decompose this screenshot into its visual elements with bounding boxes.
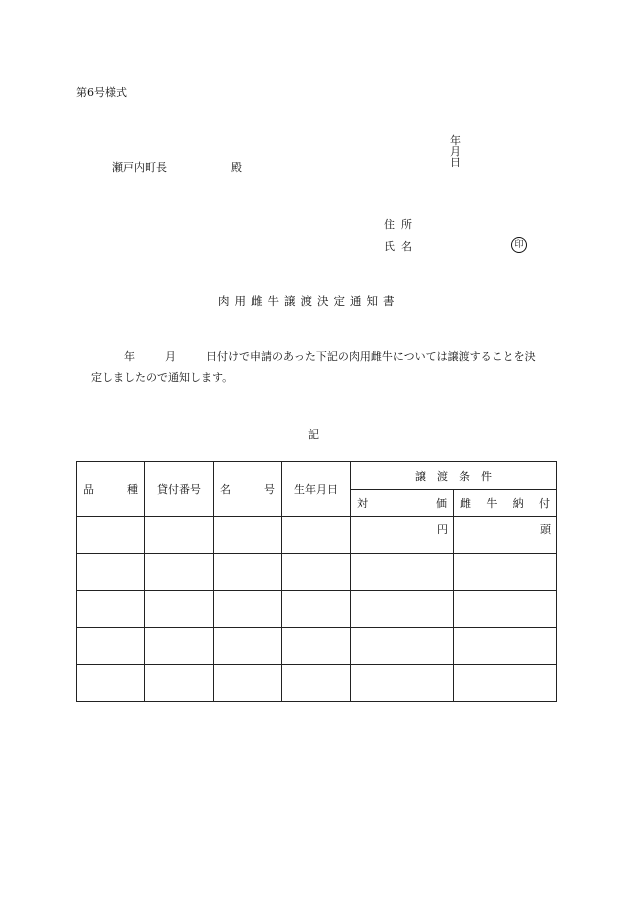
cell-price[interactable]: 円 [351, 517, 454, 554]
cell-breed[interactable] [77, 517, 145, 554]
header-conditions: 譲 渡 条 件 [351, 462, 557, 490]
cell-name[interactable] [214, 628, 282, 665]
cell-birth-date[interactable] [282, 517, 351, 554]
header-heifer-delivery [454, 490, 557, 517]
table-row [77, 665, 557, 702]
cell-birth-date[interactable] [282, 591, 351, 628]
header-heifer-text: 雌 牛 納 付 [460, 497, 550, 510]
header-breed-text: 品 種 [83, 483, 138, 496]
table-row [77, 628, 557, 665]
address-label: 住所 [384, 218, 418, 231]
body-line-2: 定しましたので通知します。 [91, 371, 234, 384]
date-year-label: 年 [450, 134, 461, 147]
cell-breed[interactable] [77, 554, 145, 591]
header-price [351, 490, 454, 517]
cell-loan-number[interactable] [145, 591, 214, 628]
body-line-1 [124, 351, 536, 362]
header-birth-date: 生年月日 [282, 462, 351, 517]
body-month-label: 月 [165, 350, 176, 363]
cell-price[interactable] [351, 591, 454, 628]
cell-name[interactable] [214, 665, 282, 702]
table-row [77, 517, 557, 554]
table-row [77, 591, 557, 628]
cell-name[interactable] [214, 554, 282, 591]
header-name [214, 462, 282, 517]
cell-loan-number[interactable] [145, 517, 214, 554]
date-line [443, 124, 479, 168]
body-line1-text: 日付けで申請のあった下記の肉用雌牛については譲渡することを決 [206, 350, 536, 363]
header-price-text: 対 価 [357, 497, 447, 510]
honorific: 殿 [231, 161, 242, 174]
cell-loan-number[interactable] [145, 554, 214, 591]
cell-name[interactable] [214, 591, 282, 628]
cell-name[interactable] [214, 517, 282, 554]
cell-breed[interactable] [77, 628, 145, 665]
addressee: 瀬戸内町長 [112, 161, 167, 174]
name-label: 氏名 [384, 240, 418, 253]
conditions-table [76, 461, 557, 702]
cell-price[interactable] [351, 628, 454, 665]
cell-heifer[interactable]: 頭 [454, 517, 557, 554]
cell-loan-number[interactable] [145, 628, 214, 665]
cell-price[interactable] [351, 554, 454, 591]
cell-breed[interactable] [77, 591, 145, 628]
cell-heifer[interactable] [454, 554, 557, 591]
cell-price[interactable] [351, 665, 454, 702]
header-name-text: 名 号 [220, 483, 275, 496]
form-number: 第6号様式 [76, 86, 127, 99]
cell-birth-date[interactable] [282, 554, 351, 591]
date-month-label: 月 [450, 145, 461, 158]
cell-heifer[interactable] [454, 591, 557, 628]
body-year-label: 年 [124, 350, 135, 363]
date-day-label: 日 [450, 156, 461, 169]
cell-heifer[interactable] [454, 628, 557, 665]
cell-loan-number[interactable] [145, 665, 214, 702]
header-breed [77, 462, 145, 517]
cell-heifer[interactable] [454, 665, 557, 702]
table-row [77, 554, 557, 591]
cell-breed[interactable] [77, 665, 145, 702]
header-loan-number: 貸付番号 [145, 462, 214, 517]
ki-heading: 記 [308, 428, 319, 441]
seal-mark: 印 [511, 237, 527, 253]
cell-birth-date[interactable] [282, 665, 351, 702]
document-title: 肉用雌牛譲渡決定通知書 [218, 294, 400, 308]
cell-birth-date[interactable] [282, 628, 351, 665]
